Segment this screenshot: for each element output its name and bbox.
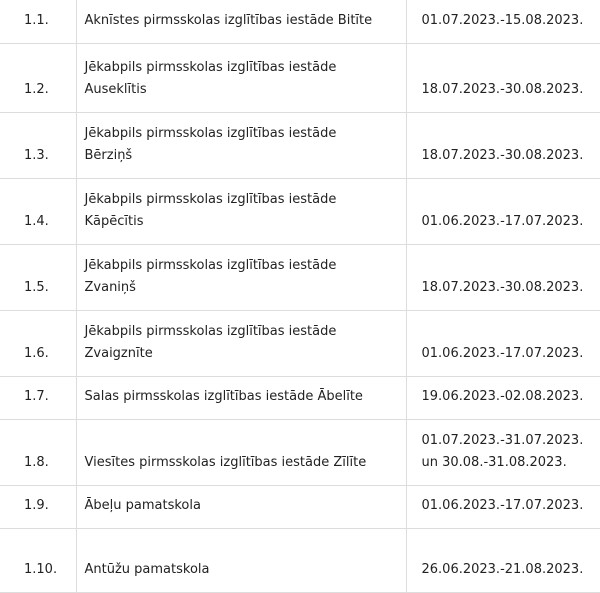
row-number: 1.5. <box>0 244 76 310</box>
date-range: 01.06.2023.-17.07.2023. <box>406 485 600 528</box>
table-row <box>0 528 600 592</box>
institution-name: Ābeļu pamatskola <box>76 485 406 528</box>
table-row <box>0 485 600 528</box>
institution-name: Jēkabpils pirmsskolas izglītības iestāde Zvaniņš <box>76 244 406 310</box>
table-row <box>0 43 600 112</box>
date-range: 01.06.2023.-17.07.2023. <box>406 310 600 376</box>
row-number: 1.4. <box>0 178 76 244</box>
table-row <box>0 310 600 376</box>
institution-name: Aknīstes pirmsskolas izglītības iestāde Bitīte <box>76 0 406 43</box>
institution-name: Jēkabpils pirmsskolas izglītības iestāde Zvaigznīte <box>76 310 406 376</box>
institution-name: Jēkabpils pirmsskolas izglītības iestāde Auseklītis <box>76 43 406 112</box>
row-number: 1.2. <box>0 43 76 112</box>
row-number: 1.1. <box>0 0 76 43</box>
institution-name: Salas pirmsskolas izglītības iestāde Ābelīte <box>76 376 406 419</box>
row-number: 1.9. <box>0 485 76 528</box>
table-row <box>0 376 600 419</box>
row-number: 1.6. <box>0 310 76 376</box>
institution-name: Viesītes pirmsskolas izglītības iestāde Zīlīte <box>76 419 406 485</box>
institution-name: Antūžu pamatskola <box>76 528 406 592</box>
institution-name: Jēkabpils pirmsskolas izglītības iestāde Kāpēcītis <box>76 178 406 244</box>
row-number: 1.10. <box>0 528 76 592</box>
institution-name: Jēkabpils pirmsskolas izglītības iestāde Bērziņš <box>76 112 406 178</box>
date-range: 01.07.2023.-15.08.2023. <box>406 0 600 43</box>
date-range: 19.06.2023.-02.08.2023. <box>406 376 600 419</box>
row-number: 1.8. <box>0 419 76 485</box>
date-range: 18.07.2023.-30.08.2023. <box>406 112 600 178</box>
row-number: 1.3. <box>0 112 76 178</box>
table-row <box>0 244 600 310</box>
table-row <box>0 419 600 485</box>
date-range: 18.07.2023.-30.08.2023. <box>406 244 600 310</box>
table-row <box>0 178 600 244</box>
date-range: 01.06.2023.-17.07.2023. <box>406 178 600 244</box>
table-row <box>0 0 600 43</box>
date-range: 01.07.2023.-31.07.2023. un 30.08.-31.08.2023. <box>406 419 600 485</box>
date-range: 26.06.2023.-21.08.2023. <box>406 528 600 592</box>
table-row <box>0 112 600 178</box>
date-range: 18.07.2023.-30.08.2023. <box>406 43 600 112</box>
row-number: 1.7. <box>0 376 76 419</box>
